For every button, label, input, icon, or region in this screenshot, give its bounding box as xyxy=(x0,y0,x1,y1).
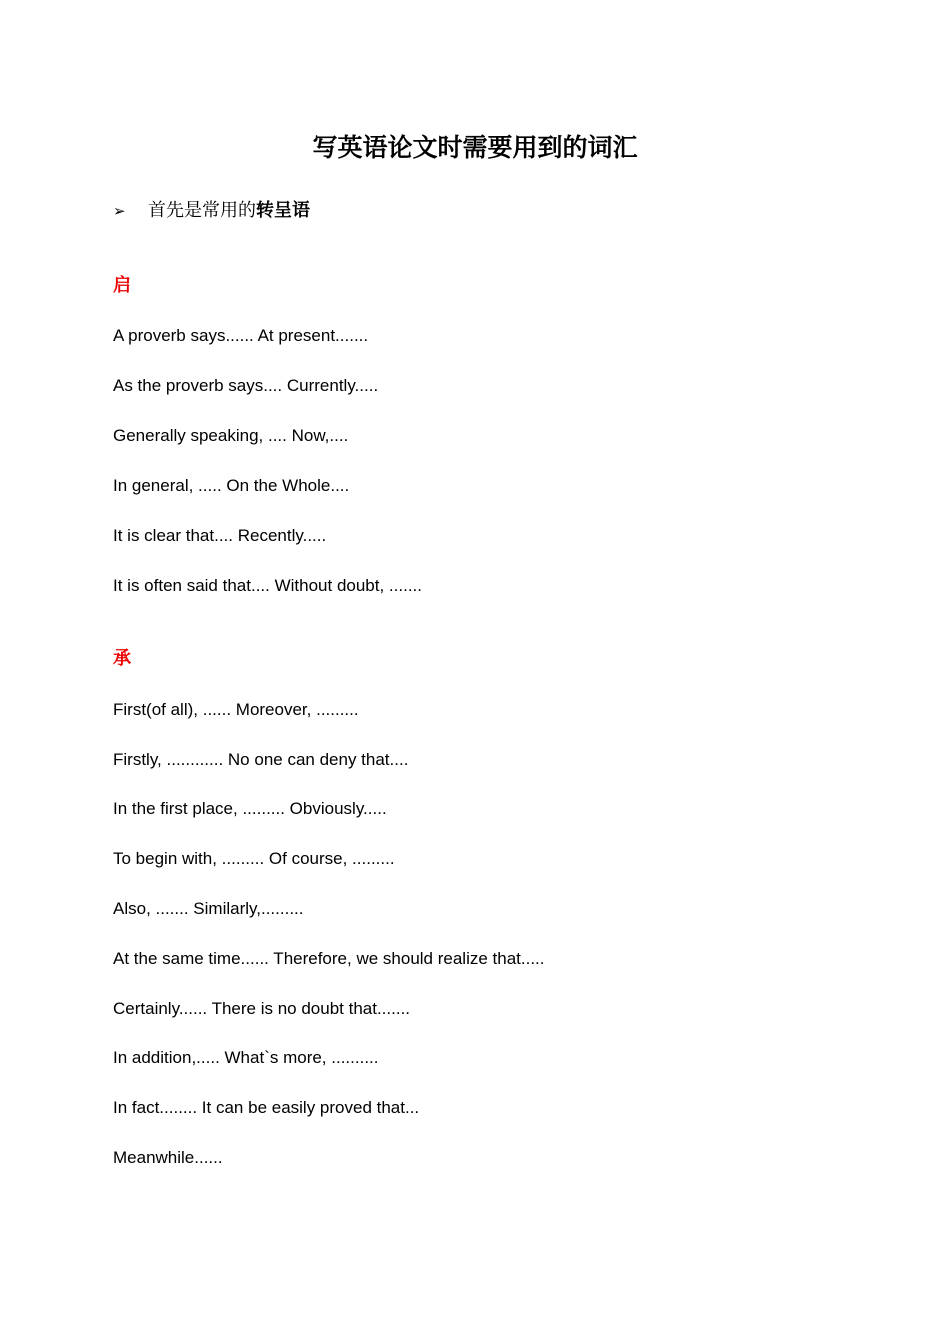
phrase-line: Certainly...... There is no doubt that....... xyxy=(113,999,411,1018)
phrase-line: It is often said that.... Without doubt, ....... xyxy=(113,576,422,595)
phrase-line: Generally speaking, .... Now,.... xyxy=(113,426,349,445)
phrase-line: In the first place, ......... Obviously..... xyxy=(113,799,387,818)
phrase-line: To begin with, ......... Of course, ......... xyxy=(113,849,395,868)
phrase-line: In fact........ It can be easily proved that... xyxy=(113,1098,420,1117)
phrase-line: As the proverb says.... Currently..... xyxy=(113,376,379,395)
phrase-line: In general, ..... On the Whole.... xyxy=(113,476,350,495)
intro-bold-term: 转呈语 xyxy=(256,200,310,221)
intro-bullet-item xyxy=(113,198,310,224)
arrow-bullet-icon: ➢ xyxy=(113,202,126,220)
phrase-line: Meanwhile...... xyxy=(113,1148,223,1167)
phrase-line: At the same time...... Therefore, we should realize that..... xyxy=(113,949,545,968)
section-heading-qi: 启 xyxy=(113,275,131,296)
phrase-line: Also, ....... Similarly,......... xyxy=(113,899,304,918)
phrase-line: A proverb says...... At present....... xyxy=(113,326,369,345)
phrase-line: Firstly, ............ No one can deny that.... xyxy=(113,750,409,769)
phrase-line: It is clear that.... Recently..... xyxy=(113,526,327,545)
phrase-line: First(of all), ...... Moreover, ......... xyxy=(113,700,359,719)
phrase-line: In addition,..... What`s more, .......... xyxy=(113,1048,379,1067)
section-heading-cheng: 承 xyxy=(113,648,131,669)
intro-text: 首先是常用的 xyxy=(148,200,256,221)
document-title: 写英语论文时需要用到的词汇 xyxy=(312,133,638,162)
